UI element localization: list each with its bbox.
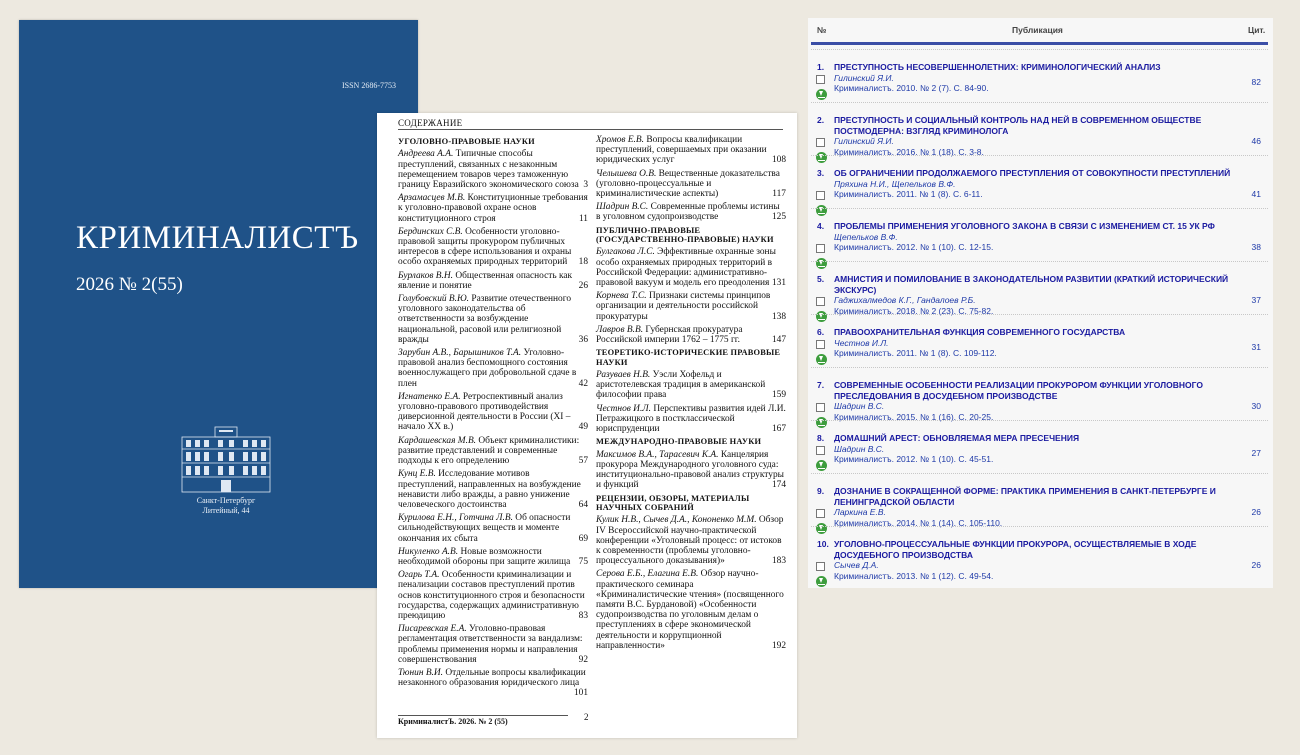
toc-entry-page: 49 [578, 422, 588, 433]
publication-authors[interactable]: Шадрин В.С. [834, 443, 885, 454]
publication-source[interactable]: Криминалистъ. 2016. № 1 (18). С. 3-8. [834, 146, 984, 157]
toc-entry-author: Зарубин А.В., Барышников Т.А. [398, 348, 522, 359]
toc-entry[interactable] [398, 513, 588, 544]
toc-entry[interactable] [398, 667, 588, 699]
toc-entry-page: 42 [578, 378, 588, 389]
toc-entry-author: Корнева Т.С. [596, 291, 647, 302]
toc-entry-title: Уэсли Хофельд и аристотелевская традиция в американской философии права [596, 370, 766, 401]
citation-count: 41 [1251, 189, 1261, 199]
toc-entry-title: Обзор IV Всероссийской научно-практической конференции «Уголовный процесс: от истоков к современности (проблемы уголовно-процессуального доказывания)» [596, 515, 784, 567]
toc-entry[interactable] [596, 247, 786, 288]
citation-count: 46 [1251, 136, 1261, 146]
toc-entry[interactable] [596, 291, 786, 322]
toc-entry-page: 108 [771, 155, 786, 166]
toc-section-heading: ТЕОРЕТИКО-ИСТОРИЧЕСКИЕ ПРАВОВЫЕ НАУКИ [596, 348, 781, 367]
toc-entry-page: 83 [578, 610, 588, 621]
publication-authors[interactable]: Честнов И.Л. [834, 337, 889, 348]
select-checkbox[interactable] [816, 138, 825, 147]
publication-entry [834, 327, 1239, 359]
toc-entry-title: Уголовно-правовая регламентация ответственности за вандализм: проблемы применения нормы и направления совершенствования [398, 624, 583, 665]
toc-entry-title: Перспективы развития идей Л.И. Петражицкого в постклассической юриспруденции [596, 403, 786, 435]
toc-entry-title: Новые возможности необходимой обороны при защите жилища [398, 546, 571, 567]
toc-entry-page: 26 [578, 280, 588, 291]
publication-source[interactable]: Криминалистъ. 2018. № 2 (23). С. 75-82. [834, 305, 994, 316]
toc-entry-page: 75 [578, 556, 588, 567]
toc-entry-author: Тюнин В.И. [398, 667, 444, 678]
toc-entry[interactable] [398, 392, 588, 433]
toc-entry-page: 92 [578, 654, 588, 665]
select-checkbox[interactable] [816, 244, 825, 253]
toc-entry[interactable] [596, 404, 786, 435]
toc-entry[interactable] [596, 325, 786, 345]
publication-number: 6. [817, 327, 825, 337]
toc-entry[interactable] [596, 569, 786, 651]
toc-entry-author: Никуленко А.В. [398, 546, 459, 557]
column-header-citations: Цит. [1248, 25, 1266, 35]
citation-count: 30 [1251, 401, 1261, 411]
select-checkbox[interactable] [816, 191, 825, 200]
select-checkbox[interactable] [816, 446, 825, 455]
toc-entry[interactable] [596, 450, 786, 491]
select-checkbox[interactable] [816, 509, 825, 518]
toc-entry-title: Об опасности сильнодействующих веществ и моменте окончания их сбыта [398, 513, 571, 544]
toc-entry-page: 36 [578, 334, 588, 345]
toc-entry[interactable] [398, 193, 588, 224]
toc-entry[interactable] [398, 624, 588, 665]
toc-section-heading: УГОЛОВНО-ПРАВОВЫЕ НАУКИ [398, 137, 535, 146]
toc-entry-title: Исследование мотивов преступлений, направленных на возбуждение ненависти либо вражды, а равно унижение человеческого достоинства [398, 469, 581, 510]
publication-title-link[interactable]: ДОМАШНИЙ АРЕСТ: ОБНОВЛЯЕМАЯ МЕРА ПРЕСЕЧЕНИЯ [834, 433, 1080, 443]
row-divider [811, 367, 1268, 368]
download-icon[interactable] [816, 523, 827, 534]
download-icon[interactable] [816, 258, 827, 269]
toc-entry-author: Хромов Е.В. [596, 135, 644, 145]
publication-entry [834, 168, 1239, 200]
select-checkbox[interactable] [816, 562, 825, 571]
toc-entry-page: 18 [578, 257, 588, 268]
publication-number: 8. [817, 433, 825, 443]
toc-entry[interactable] [596, 169, 786, 200]
toc-entry-author: Кардашевская М.В. [398, 435, 477, 446]
contents-left-column [398, 135, 588, 699]
publication-entry [834, 433, 1239, 465]
toc-entry-page: 138 [771, 311, 786, 322]
toc-entry-title: Особенности криминализации и пенализации составов преступлений против основ конституционного строя и безопасности государства, содержащих административную преюдицию [398, 570, 585, 621]
toc-entry-title: Общественная опасность как явление и понятие [398, 270, 573, 291]
toc-entry-title: Губернская прокуратура Российской империи 1762 – 1775 гг. [596, 324, 743, 346]
toc-entry-page: 69 [578, 533, 588, 544]
cover-street: Литейный, 44 [202, 506, 250, 515]
publication-number: 10. [817, 539, 829, 549]
page-number: 2 [584, 712, 589, 722]
select-checkbox[interactable] [816, 75, 825, 84]
download-icon[interactable] [816, 205, 827, 216]
publication-source[interactable]: Криминалистъ. 2013. № 1 (12). С. 49-54. [834, 570, 994, 581]
toc-entry-title: Типичные способы преступлений, связанных с незаконным перемещением товаров через таможенную границу Евразийского экономического союза [398, 149, 579, 191]
row-divider [811, 314, 1268, 315]
download-icon[interactable] [816, 152, 827, 163]
journal-cover [19, 20, 418, 588]
publication-source[interactable]: Криминалистъ. 2010. № 2 (7). С. 84-90. [834, 83, 989, 93]
publication-title-link[interactable]: ОБ ОГРАНИЧЕНИИ ПРОДОЛЖАЕМОГО ПРЕСТУПЛЕНИЯ ОТ СОВОКУПНОСТИ ПРЕСТУПЛЕНИЙ [834, 168, 1231, 178]
publication-number: 3. [817, 168, 825, 178]
publication-number: 7. [817, 380, 825, 390]
citation-count: 31 [1251, 342, 1261, 352]
publication-number: 2. [817, 115, 825, 125]
download-icon[interactable] [816, 417, 827, 428]
publication-source[interactable]: Криминалистъ. 2012. № 1 (10). С. 12-15. [834, 242, 994, 252]
download-icon[interactable] [816, 460, 827, 471]
publication-authors[interactable]: Щепельков В.Ф. [834, 231, 898, 242]
toc-entry-author: Честнов И.Л. [596, 403, 651, 414]
publication-number: 9. [817, 486, 825, 496]
toc-entry-page: 159 [771, 390, 786, 401]
publication-entry [834, 115, 1239, 157]
toc-entry-author: Бурлаков В.Н. [398, 270, 453, 281]
toc-entry-author: Кунц Е.В. [398, 469, 436, 480]
issn: ISSN 2686-7753 [341, 81, 396, 90]
toc-entry-author: Игнатенко Е.А. [398, 391, 461, 402]
toc-entry-title: Вопросы квалификации преступлений, совершаемых при оказании юридических услуг [596, 135, 767, 166]
toc-entry-title: Обзор научно-практического семинара «Криминалистические чтения» (посвященного памяти В.С. Бурдановой) «Особенности судопроизводства по уголовным делам о преступлениях в сфере экономической деятельности и коррупционной направленности» [596, 569, 784, 651]
publication-authors[interactable]: Гилинский Я.И. [834, 72, 894, 83]
citation-count: 37 [1251, 295, 1261, 305]
contents-heading: СОДЕРЖАНИЕ [398, 118, 463, 128]
download-icon[interactable] [816, 576, 827, 587]
toc-entry-title: Развитие отечественного уголовного законодательства об ответственности за возбуждение национальной, расовой или религиозной вражды [398, 294, 572, 345]
toc-entry-author: Огарь Т.А. [398, 570, 440, 581]
download-icon[interactable] [816, 89, 827, 100]
publication-title-link[interactable]: ПРОБЛЕМЫ ПРИМЕНЕНИЯ УГОЛОВНОГО ЗАКОНА В СВЯЗИ С ИЗМЕНЕНИЕМ СТ. 15 УК РФ [834, 221, 1215, 231]
toc-entry[interactable] [398, 436, 588, 467]
toc-entry-author: Серова Е.Б., Елагина Е.В. [596, 569, 699, 580]
toc-entry-author: Арзамасцев М.В. [398, 193, 466, 204]
toc-entry[interactable] [596, 135, 786, 166]
publication-title-link[interactable]: АМНИСТИЯ И ПОМИЛОВАНИЕ В ЗАКОНОДАТЕЛЬНОМ РАЗВИТИИ (КРАТКИЙ ИСТОРИЧЕСКИЙ ЭКСКУРС) [834, 274, 1229, 295]
publication-number: 1. [817, 62, 825, 72]
publication-source[interactable]: Криминалистъ. 2011. № 1 (8). С. 6-11. [834, 189, 983, 199]
row-divider [811, 155, 1268, 156]
page-footer: КриминалистЪ. 2026. № 2 (55) [398, 717, 508, 726]
publication-title-link[interactable]: СОВРЕМЕННЫЕ ОСОБЕННОСТИ РЕАЛИЗАЦИИ ПРОКУРОРОМ ФУНКЦИИ УГОЛОВНОГО ПРЕСЛЕДОВАНИЯ В ДОСУДЕБНОМ ПРОИЗВОДСТВЕ [834, 380, 1203, 401]
toc-entry-title: Конституционные требования к уголовно-правовой охране основ конституционного строя [398, 193, 588, 224]
toc-entry-author: Шадрин В.С. [596, 202, 649, 213]
download-icon[interactable] [816, 311, 827, 322]
row-divider [811, 473, 1268, 474]
toc-entry-page: 3 [583, 180, 588, 191]
toc-entry[interactable] [398, 294, 588, 345]
column-header-number: № [817, 25, 827, 35]
toc-entry-title: Вещественные доказательства (уголовно-процессуальные и криминалистические аспекты) [596, 168, 780, 200]
cover-city: Санкт-Петербург [196, 496, 256, 505]
toc-entry-author: Разуваев Н.В. [596, 370, 651, 381]
toc-entry-page: 101 [573, 688, 588, 699]
toc-entry-page: 174 [771, 480, 786, 491]
toc-entry-page: 125 [771, 212, 786, 223]
toc-entry-title: Канцелярия прокурора Международного уголовного суда: институционально-правовой анализ структуры и функций [596, 449, 784, 491]
publication-number: 4. [817, 221, 825, 231]
publication-entry [834, 539, 1239, 581]
footer-divider [398, 715, 568, 716]
row-divider [811, 526, 1268, 527]
toc-section-heading: РЕЦЕНЗИИ, ОБЗОРЫ, МАТЕРИАЛЫ НАУЧНЫХ СОБРАНИЙ [596, 493, 750, 512]
toc-entry-title: Уголовно-правовой анализ беспомощного состояния военнослужащего при добровольной сдаче в плен [398, 348, 577, 389]
row-divider [811, 102, 1268, 103]
row-divider [811, 261, 1268, 262]
publication-source[interactable]: Криминалистъ. 2012. № 1 (10). С. 45-51. [834, 454, 994, 464]
publication-source[interactable]: Криминалистъ. 2011. № 1 (8). С. 109-112. [834, 348, 997, 358]
citation-count: 82 [1251, 77, 1261, 87]
toc-entry[interactable] [596, 202, 786, 222]
cover-address [19, 496, 433, 516]
publication-title-link[interactable]: ПРЕСТУПНОСТЬ И СОЦИАЛЬНЫЙ КОНТРОЛЬ НАД НЕЙ В СОВРЕМЕННОМ ОБЩЕСТВЕ ПОСТМОДЕРНА: ВЗГЛЯД КРИМИНОЛОГА [834, 115, 1202, 136]
toc-entry-title: Признаки системы принципов организации и деятельности российской прокуратуры [596, 291, 771, 322]
toc-entry-title: Эффективные охранные зоны особо охраняемых природных территорий в Российской Федерации: административно-правовой вакуум и модель его преодоления [596, 247, 776, 289]
publication-number: 5. [817, 274, 825, 284]
toc-entry-author: Булгакова Л.С. [596, 247, 655, 258]
toc-section-heading: ПУБЛИЧНО-ПРАВОВЫЕ (ГОСУДАРСТВЕННО-ПРАВОВЫЕ) НАУКИ [596, 225, 774, 245]
toc-entry-author: Курилова Е.Н., Готчина Л.В. [398, 513, 513, 524]
publication-entry [834, 486, 1239, 528]
publication-entry [834, 380, 1239, 422]
toc-entry-author: Бердинских С.В. [398, 226, 463, 237]
publication-authors[interactable]: Сычев Д.А. [834, 560, 879, 570]
download-icon[interactable] [816, 354, 827, 365]
publication-source[interactable]: Криминалистъ. 2015. № 1 (16). С. 20-25. [834, 411, 994, 422]
publication-title-link[interactable]: ДОЗНАНИЕ В СОКРАЩЕННОЙ ФОРМЕ: ПРАКТИКА ПРИМЕНЕНИЯ В САНКТ-ПЕТЕРБУРГЕ И ЛЕНИНГРАДСКОЙ ОБЛАСТИ [834, 486, 1216, 507]
toc-entry-title: Современные проблемы истины в уголовном судопроизводстве [596, 202, 780, 223]
toc-entry-author: Челышева О.В. [596, 168, 657, 179]
toc-entry[interactable] [596, 370, 786, 401]
toc-entry[interactable] [398, 469, 588, 510]
toc-entry-page: 131 [771, 278, 786, 289]
toc-entry-author: Лавров В.В. [596, 324, 644, 335]
publication-title-link[interactable]: ПРЕСТУПНОСТЬ НЕСОВЕРШЕННОЛЕТНИХ: КРИМИНОЛОГИЧЕСКИЙ АНАЛИЗ [834, 62, 1161, 72]
row-divider [811, 420, 1268, 421]
toc-entry-author: Андреева А.А. [398, 149, 454, 160]
toc-entry[interactable] [398, 547, 588, 567]
citation-table [808, 18, 1273, 588]
publication-entry [834, 274, 1239, 316]
toc-entry-author: Кулик Н.В., Сычев Д.А., Кононенко М.М. [596, 515, 757, 526]
publication-title-link[interactable]: УГОЛОВНО-ПРОЦЕССУАЛЬНЫЕ ФУНКЦИИ ПРОКУРОРА, ОСУЩЕСТВЛЯЕМЫЕ В ХОДЕ ДОСУДЕБНОГО ПРОИЗВОДСТВА [834, 539, 1197, 560]
publication-authors[interactable]: Гилинский Я.И. [834, 136, 894, 146]
building-icon [181, 425, 271, 493]
citation-count: 27 [1251, 448, 1261, 458]
journal-title: КРИМИНАЛИСТЪ [76, 220, 359, 256]
journal-issue: 2026 № 2(55) [76, 274, 183, 295]
toc-entry-page: 167 [771, 424, 786, 435]
select-checkbox[interactable] [816, 297, 825, 306]
toc-entry-page: 147 [771, 335, 786, 346]
publication-authors[interactable]: Пряхина Н.И., Щепельков В.Ф. [834, 178, 956, 189]
toc-entry-title: Объект криминалистики: развитие представлений и современные подходы к его определению [398, 435, 580, 467]
toc-entry[interactable] [398, 149, 588, 190]
header-divider [811, 42, 1268, 45]
toc-section-heading: МЕЖДУНАРОДНО-ПРАВОВЫЕ НАУКИ [596, 437, 762, 447]
toc-entry-author: Максимов В.А., Тарасевич К.А. [596, 449, 719, 460]
contents-right-column [596, 135, 786, 654]
toc-entry-page: 57 [578, 456, 588, 467]
row-divider [811, 49, 1268, 50]
publication-authors[interactable]: Ларкина Е.В. [834, 507, 886, 517]
toc-entry-author: Писаревская Е.А. [398, 624, 467, 635]
citation-count: 26 [1251, 560, 1261, 570]
toc-entry[interactable] [596, 515, 786, 566]
toc-entry-page: 117 [772, 189, 786, 200]
select-checkbox[interactable] [816, 340, 825, 349]
citation-count: 38 [1251, 242, 1261, 252]
publication-authors[interactable]: Гаджихалмедов К.Г., Гандалоев Р.Б. [834, 295, 976, 305]
toc-entry-title: Особенности уголовно-правовой защиты прокурором публичных интересов в сфере использования и охраны особо охраняемых природных территорий [398, 226, 572, 268]
toc-entry[interactable] [398, 271, 588, 291]
toc-entry[interactable] [398, 348, 588, 389]
toc-entry-page: 64 [578, 499, 588, 510]
publication-entry [834, 221, 1239, 253]
contents-page [377, 113, 797, 738]
publication-source[interactable]: Криминалистъ. 2014. № 1 (14). С. 105-110. [834, 517, 1003, 528]
toc-entry-page: 11 [578, 213, 588, 224]
publication-title-link[interactable]: ПРАВООХРАНИТЕЛЬНАЯ ФУНКЦИЯ СОВРЕМЕННОГО ГОСУДАРСТВА [834, 327, 1126, 337]
heading-divider [398, 129, 783, 130]
toc-entry-page: 192 [771, 640, 786, 651]
toc-entry-title: Отдельные вопросы квалификации незаконного образования юридического лица [398, 667, 586, 689]
toc-entry[interactable] [398, 570, 588, 621]
toc-entry-title: Ретроспективный анализ уголовно-правового противодействия диверсионной деятельности в России (XI – начало XX в.) [398, 391, 571, 433]
toc-entry[interactable] [398, 227, 588, 268]
toc-entry-page: 183 [771, 556, 786, 567]
column-header-publication: Публикация [1012, 25, 1063, 35]
publication-entry [834, 62, 1239, 94]
toc-entry-author: Голубовский В.Ю. [398, 294, 470, 305]
publication-authors[interactable]: Шадрин В.С. [834, 401, 885, 411]
row-divider [811, 208, 1268, 209]
citation-count: 26 [1251, 507, 1261, 517]
select-checkbox[interactable] [816, 403, 825, 412]
